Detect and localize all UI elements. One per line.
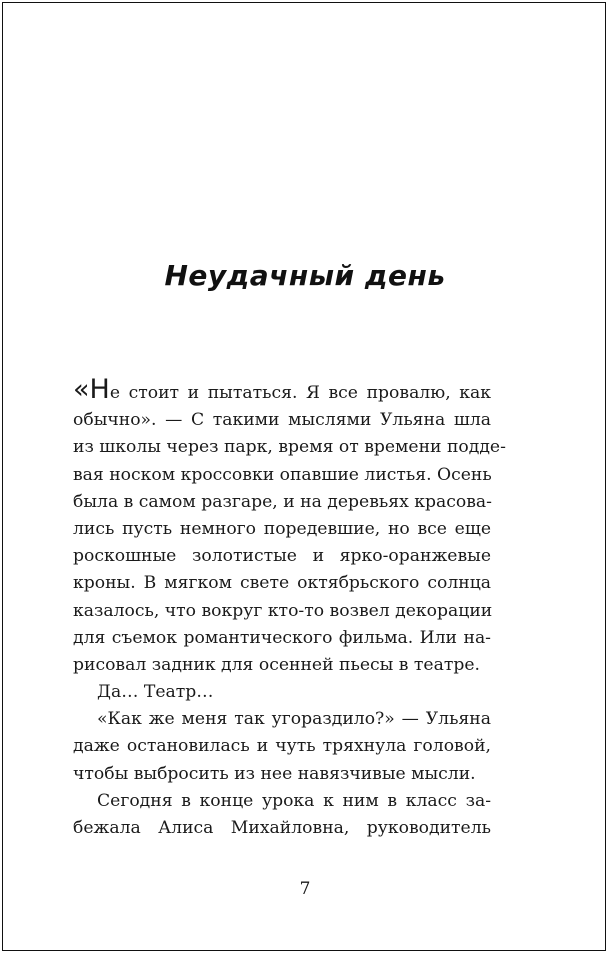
drop-cap: «Н — [73, 374, 110, 405]
body-text — [73, 374, 506, 842]
text-line: чтобы выбросить из нее навязчивые мысли. — [73, 763, 476, 784]
text-line: обычно». — С такими мыслями Ульяна шла — [73, 410, 491, 431]
text-line: Да… Театр… — [97, 682, 214, 703]
page-number: 7 — [299, 879, 311, 899]
text-line: вая носком кроссовки опавшие листья. Осень — [73, 464, 492, 485]
text-line: Сегодня в конце урока к ним в класс за- — [97, 790, 491, 811]
text-line: бежала Алиса Михайловна, руководитель — [73, 818, 491, 838]
text-line: из школы через парк, время от времени подде- — [73, 437, 506, 458]
text-line: была в самом разгаре, и на деревьях красова- — [73, 491, 492, 512]
text-line: лись пусть немного поредевшие, но все еще — [73, 518, 491, 539]
text-line: казалось, что вокруг кто-то возвел декорации — [73, 600, 493, 621]
chapter-title: Неудачный день — [164, 259, 446, 292]
text-line: рисовал задник для осенней пьесы в театре. — [73, 654, 480, 675]
book-page — [2, 2, 606, 951]
text-line: роскошные золотистые и ярко-оранжевые — [73, 546, 491, 567]
text-line: для съемок романтического фильма. Или на- — [73, 627, 491, 648]
text-line: даже остановилась и чуть тряхнула головой, — [73, 736, 491, 757]
text-line: кроны. В мягком свете октябрьского солнца — [73, 573, 491, 594]
text-line: «Как же меня так угораздило?» — Ульяна — [97, 709, 491, 730]
text-line: «Не стоит и пытаться. Я все провалю, как — [73, 374, 491, 405]
